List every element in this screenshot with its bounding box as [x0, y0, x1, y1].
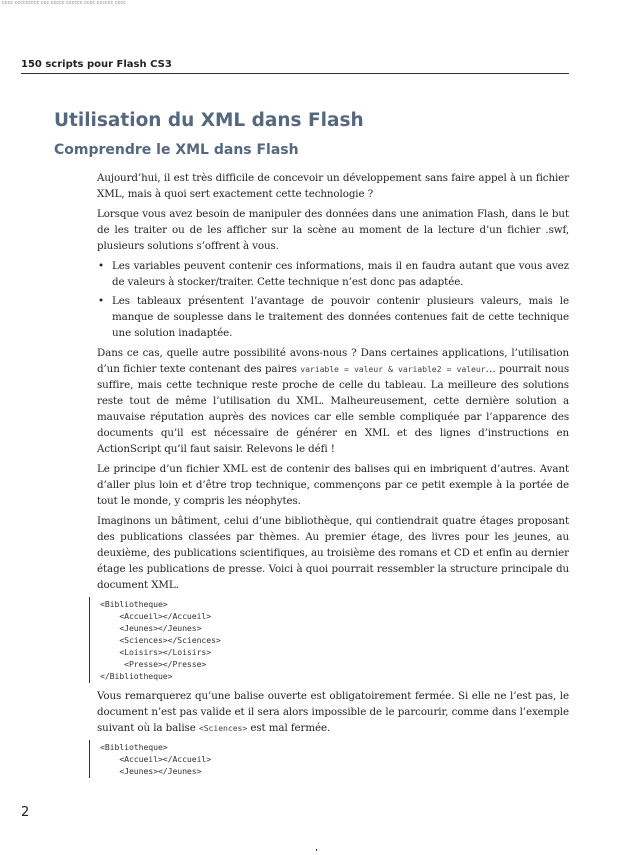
text-run: Dans ce cas, quelle autre possibilité avons-nous ? Dans certaines applications, l’utilisation d’un fichier texte contenant des paires [97, 347, 569, 375]
paragraph-closing-tags [97, 688, 569, 736]
body-text [97, 170, 569, 783]
code-line: <Loisirs></Loisirs> [100, 647, 212, 657]
code-line: <Presse></Presse> [100, 659, 207, 669]
bullet-text: Les tableaux présentent l’avantage de pouvoir contenir plusieurs valeurs, mais le manque de souplesse dans le traitement des données contenues fait de cette technique une solution inadaptée. [112, 295, 569, 339]
text-run: … pourrait nous suffire, mais cette technique reste proche de celle du tableau. La meilleure des solutions reste tout de même l’utilisation du XML. Malheureusement, cette dernière solution a mauvaise réputation auprès des novices car elle semble compliquée par l’apparence des documents qu’il est nécessaire de générer en XML et des lignes d’instructions en ActionScript qu’il faut saisir. Relevons le défi ! [97, 363, 570, 455]
page-number: 2 [21, 805, 30, 820]
bullet-text: Les variables peuvent contenir ces informations, mais il en faudra autant que vous avez de valeurs à stocker/traiter. Cette technique n’est donc pas adaptée. [112, 260, 569, 288]
code-block-invalid [89, 740, 569, 778]
code-line: <Sciences></Sciences> [100, 635, 221, 645]
code-line: <Jeunes></Jeunes> [100, 766, 202, 776]
paragraph-alternatives [97, 345, 569, 457]
code-block-valid [89, 597, 569, 683]
code-line: </Bibliotheque> [100, 671, 173, 681]
inline-code: variable = valeur & variable2 = valeur [300, 364, 486, 374]
chapter-title: Utilisation du XML dans Flash [54, 110, 364, 131]
inline-code: <Sciences> [198, 723, 248, 733]
paragraph-library-example: Imaginons un bâtiment, celui d’une bibliothèque, qui contiendrait quatre étages proposant des publications classées par thèmes. Au premier étage, des livres pour les jeunes, au deuxième, des publications scientifiques, au troisième des romans et CD et enfin au dernier étage les publications de presse. Voici à quoi pourrait ressembler la structure principale du document XML. [97, 515, 569, 591]
section-heading: Comprendre le XML dans Flash [54, 142, 299, 158]
code-line: <Jeunes></Jeunes> [100, 623, 202, 633]
bullet-icon: • [98, 295, 104, 307]
text-run: Vous remarquerez qu’une balise ouverte est obligatoirement fermée. Si elle ne l’est pas, le document n’est pas valide et il sera alors impossible de le parcourir, comme dans l’exemple suivant où la balise [97, 690, 569, 734]
running-head: 150 scripts pour Flash CS3 [21, 59, 569, 74]
print-mark [316, 849, 317, 851]
paragraph-principle: Le principe d’un fichier XML est de contenir des balises qui en imbriquent d’autres. Avant d’aller plus loin et d’être trop technique, commençons par ce petit exemple à la portée de tout le monde, y compris les néophytes. [97, 463, 569, 507]
text-run: est mal fermée. [247, 722, 331, 734]
code-line: <Bibliotheque> [100, 599, 168, 609]
print-header-line: cccc ccccccccc ccc ccccc cccccc cccc cccccc cccc [2, 0, 126, 6]
bullet-icon: • [98, 260, 104, 272]
bullet-item-tableaux [97, 293, 569, 341]
code-line: <Accueil></Accueil> [100, 611, 212, 621]
code-line: <Bibliotheque> [100, 742, 168, 752]
paragraph-context: Lorsque vous avez besoin de manipuler des données dans une animation Flash, dans le but de les traiter ou de les afficher sur la scène au moment de la lecture d’un fichier .swf, plusieurs solutions s’offrent à vous. [97, 208, 569, 252]
code-line: <Accueil></Accueil> [100, 754, 212, 764]
paragraph-intro: Aujourd’hui, il est très difficile de concevoir un développement sans faire appel à un fichier XML, mais à quoi sert exactement cette technologie ? [97, 172, 569, 200]
bullet-list [97, 258, 569, 341]
bullet-item-variables [97, 258, 569, 290]
